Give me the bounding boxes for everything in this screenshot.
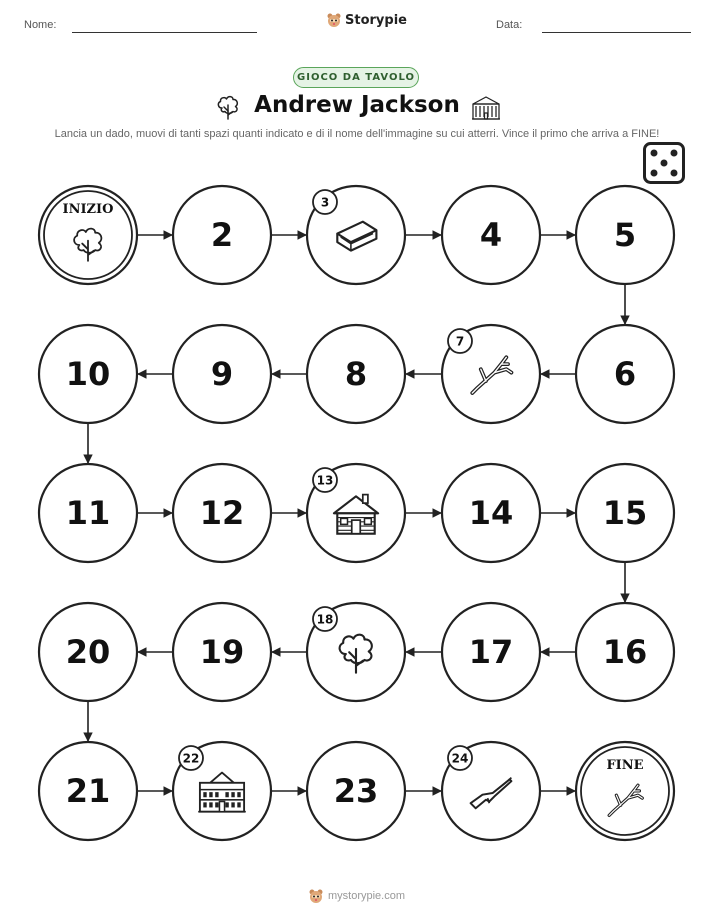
space-number: 7 [455,334,465,349]
page-title: Andrew Jackson [254,92,460,118]
space-number: 23 [333,772,379,810]
space-number: 15 [602,494,648,532]
space-number: 10 [65,355,111,393]
space-number: 18 [316,612,334,627]
brand-name: Storypie [345,12,407,28]
space-19 [173,603,271,701]
space-6 [576,325,674,423]
space-15 [576,464,674,562]
footer-url: mystorypie.com [328,890,406,902]
space-11 [39,464,137,562]
space-number: 6 [613,355,637,393]
space-23 [307,742,405,840]
space-number: 21 [65,772,111,810]
space-number: 13 [316,473,334,488]
space-number: 11 [65,494,111,532]
space-number: 4 [479,216,503,254]
space-17 [442,603,540,701]
space-5 [576,186,674,284]
space-label: FINE [606,758,644,773]
space-number: 14 [468,494,514,532]
instructions-text: Lancia un dado, muovi di tanti spazi quanti indicato e di il nome dell'immagine su cui atterri. Vince il primo che arriva a FINE! [54,128,660,140]
name-label: Nome: [24,19,57,31]
space-3 [307,186,405,284]
footer [308,888,405,904]
space-2 [173,186,271,284]
space-inizio [39,186,137,284]
space-12 [173,464,271,562]
space-14 [442,464,540,562]
space-9 [173,325,271,423]
space-21 [39,742,137,840]
space-number: 17 [468,633,514,671]
space-7 [442,325,540,423]
space-number: 9 [210,355,234,393]
space-number: 20 [65,633,111,671]
space-number: 5 [613,216,637,254]
space-number: 24 [451,751,469,766]
date-label: Data: [496,19,523,31]
space-8 [307,325,405,423]
space-13 [307,464,405,562]
space-number: 19 [199,633,245,671]
space-number: 8 [344,355,368,393]
space-22 [173,742,271,840]
space-fine [576,742,674,840]
space-18 [307,603,405,701]
space-number: 16 [602,633,648,671]
space-label: INIZIO [62,202,114,217]
space-number: 12 [199,494,245,532]
game-type-badge: GIOCO DA TAVOLO [293,67,419,88]
space-10 [39,325,137,423]
space-number: 2 [210,216,234,254]
bear-icon [308,888,324,904]
space-20 [39,603,137,701]
space-4 [442,186,540,284]
space-16 [576,603,674,701]
space-24 [442,742,540,840]
space-number: 22 [182,751,200,766]
space-number: 3 [320,195,330,210]
